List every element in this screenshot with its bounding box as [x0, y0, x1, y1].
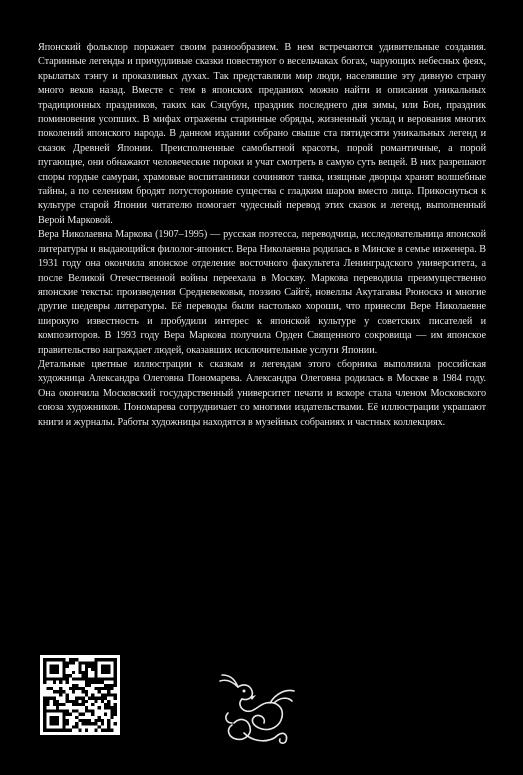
illustrator-bio-paragraph: Детальные цветные иллюстрации к сказкам и легендам этого сборника выполнила российская художница Александра Олеговна Пономарева. Александра Олеговна родилась в Москве в 1984 году. Она окончила Московский государственный университет печати и вскоре стала членом Московского союза художников. Пономарева сотрудничает со многими издательствами. Её иллюстрации украшают книги и журналы. Работы художницы находятся в музейных собраниях и частных коллекциях. — [38, 358, 486, 428]
annotation-paragraph: Японский фольклор поражает своим разнообразием. В нем встречаются удивительные создания. Старинные легенды и причудливые сказки повествуют о весельчаках богах, чарующих небесных феях, крылатых тэнгу и проказливых духах. Так представляли мир люди, населявшие эту дивную страну много веков назад. Вместе с тем в японских преданиях можно найти и описания уникальных традиционных праздников, таких как Сэцубун, праздник последнего дня зимы, или Бон, праздник поминовения усопших. В мифах отражены старинные обряды, жизненный уклад и верования многих поколений японского народа. В данном издании собрано свыше ста пятидесяти уникальных легенд и сказок Древней Японии. Преисполненные самобытной красоты, порой романтичные, а порой пугающие, они обнажают человеческие пороки и учат смотреть в самую суть вещей. В них разрешают споры гордые самураи, храмовые воспитанники сочиняют танка, изящные дворцы хранят волшебные тайны, а по селениям бродят потусторонние существа с гладким шаром вместо лица. Прикоснуться к культуре старой Японии читателю помогает чудесный перевод этих сказок и легенд, выполненный Верой Марковой. — [38, 42, 486, 226]
back-cover-text — [38, 41, 486, 430]
translator-bio-paragraph: Вера Николаевна Маркова (1907–1995) — русская поэтесса, переводчица, исследовательница японской литературы и выдающийся филолог-японист. Вера Николаевна родилась в Минске в семье инженера. В 1931 году она окончила японское отделение восточного факультета Ленинградского университета, а после Великой Отечественной войны переехала в Москву. Маркова переводила преимущественно японские тексты: произведения Средневековья, поэзию Сайгё, новеллы Акутагавы Рюноскэ и многие другие шедевры литературы. Её переводы были настолько хороши, что принесли Вере Николаевне широкую известность и пробудили интерес к японской культуре у советских писателей и композиторов. В 1993 году Вера Маркова получила Орден Священного сокровища — им японское правительство награждает людей, оказавших исключительные услуги Японии. — [38, 229, 486, 356]
qr-code-icon[interactable] — [40, 655, 120, 735]
dragon-emblem-icon — [214, 673, 296, 745]
